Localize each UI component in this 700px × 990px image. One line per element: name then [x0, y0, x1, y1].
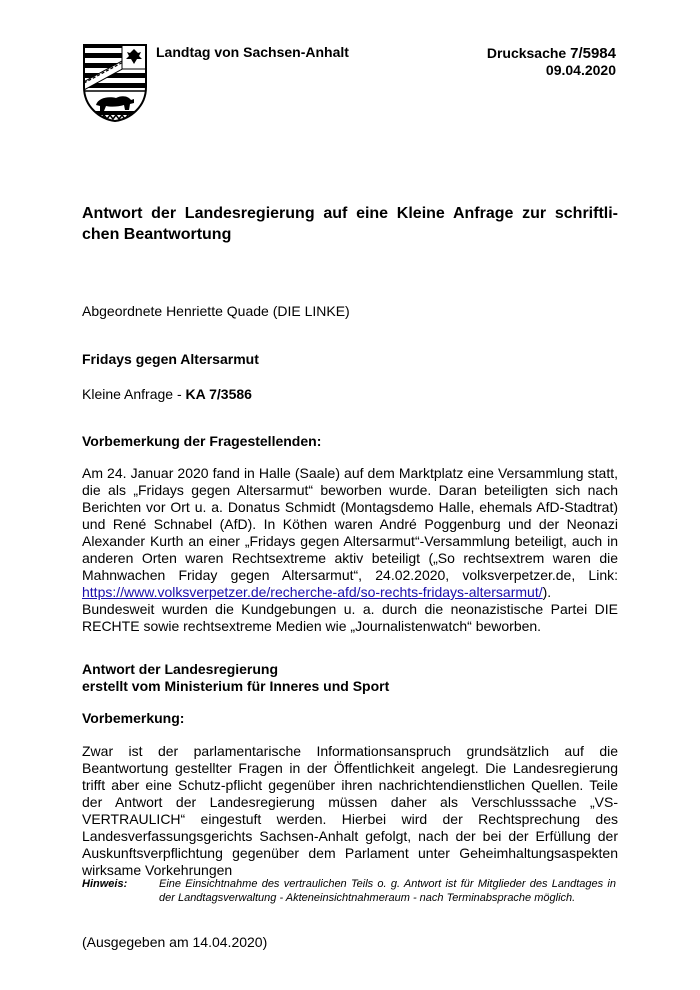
anfrage-label: Kleine Anfrage - [82, 386, 186, 402]
document-title [82, 203, 618, 245]
coat-of-arms-logo [82, 43, 148, 123]
issued-date: (Ausgegeben am 14.04.2020) [82, 934, 268, 950]
drucksache-number: 7/5984 [570, 45, 616, 62]
vorbemerkung-text-part-2: ). Bundesweit wurden die Kundgebungen u. a. durch die neonazistische Partei DIE RECHTE sowie rechtsextreme Medien wie „Journalistenwatch“ beworben. [82, 584, 618, 634]
title-line-2: chen Beantwortung [82, 226, 232, 243]
antwort-heading [82, 661, 618, 695]
antwort-heading-line-2: erstellt vom Ministerium für Inneres und Sport [82, 678, 390, 694]
antwort-heading-line-1: Antwort der Landesregierung [82, 661, 279, 677]
drucksache-label: Drucksache [486, 45, 567, 61]
document-number-block [487, 45, 616, 79]
vorbemerkung-text: Zwar ist der parlamentarische Informationsanspruch grundsätzlich auf die Beantwortung gestellter Fragen in der Öffentlichkeit angelegt. Die Landesregierung trifft aber eine Schutz-pflicht gegenüber ihren nachrichtendienstlichen Quellen. Teile der Antwort der Landesregierung müssen daher als Verschlusssache „VS-VERTRAULICH“ eingestuft werden. Hierbei wird der Rechtsprechung des Landesverfassungsgerichts Sachsen-Anhalt gefolgt, nach der bei der Erfüllung der Auskunftsverpflichtung gegenüber dem Parlament unter Geheimhaltungsaspekten wirksame Vorkehrungen [82, 743, 618, 878]
anfrage-number: KA 7/3586 [185, 386, 252, 402]
parliament-name: Landtag von Sachsen-Anhalt [156, 44, 349, 60]
hinweis-text: Eine Einsichtnahme des vertraulichen Teils o. g. Antwort ist für Mitglieder des Landtages in der Landtagsverwaltung - Akteneinsichtnahmeraum - nach Terminabsprache möglich. [159, 878, 616, 904]
document-date: 09.04.2020 [545, 62, 616, 78]
subject-heading: Fridays gegen Altersarmut [82, 351, 259, 367]
source-link[interactable]: https://www.volksverpetzer.de/recherche-afd/so-rechts-fridays-altersarmut/ [82, 584, 543, 600]
hinweis-label: Hinweis: [82, 878, 128, 890]
title-line-1: Antwort der Landesregierung auf eine Kleine Anfrage zur schriftli- [82, 205, 618, 222]
author-line: Abgeordnete Henriette Quade (DIE LINKE) [82, 303, 350, 319]
vorbemerkung-heading: Vorbemerkung: [82, 710, 185, 726]
vorbemerkung-fragestellende-heading: Vorbemerkung der Fragestellenden: [82, 433, 322, 449]
anfrage-reference [82, 386, 618, 403]
vorbemerkung-fragestellende-text [82, 465, 618, 635]
vorbemerkung-text-part-1: Am 24. Januar 2020 fand in Halle (Saale) auf dem Marktplatz eine Versammlung statt, die als „Fridays gegen Altersarmut“ beworben wurde. Daran beteiligten sich nach Berichten vor Ort u. a. Donatus Schmidt (Montagsdemo Halle, ehemals AfD-Stadtrat) und René Schnabel (AfD). In Köthen waren André Poggenburg und der Neonazi Alexander Kurth an einer „Fridays gegen Altersarmut“-Versammlung beteiligt, auch in anderen Orten waren Rechtsextreme aktiv beteiligt („So rechtsextrem waren die Mahnwachen Friday gegen Altersarmut“, 24.02.2020, volksverpetzer.de, Link: [82, 465, 618, 583]
